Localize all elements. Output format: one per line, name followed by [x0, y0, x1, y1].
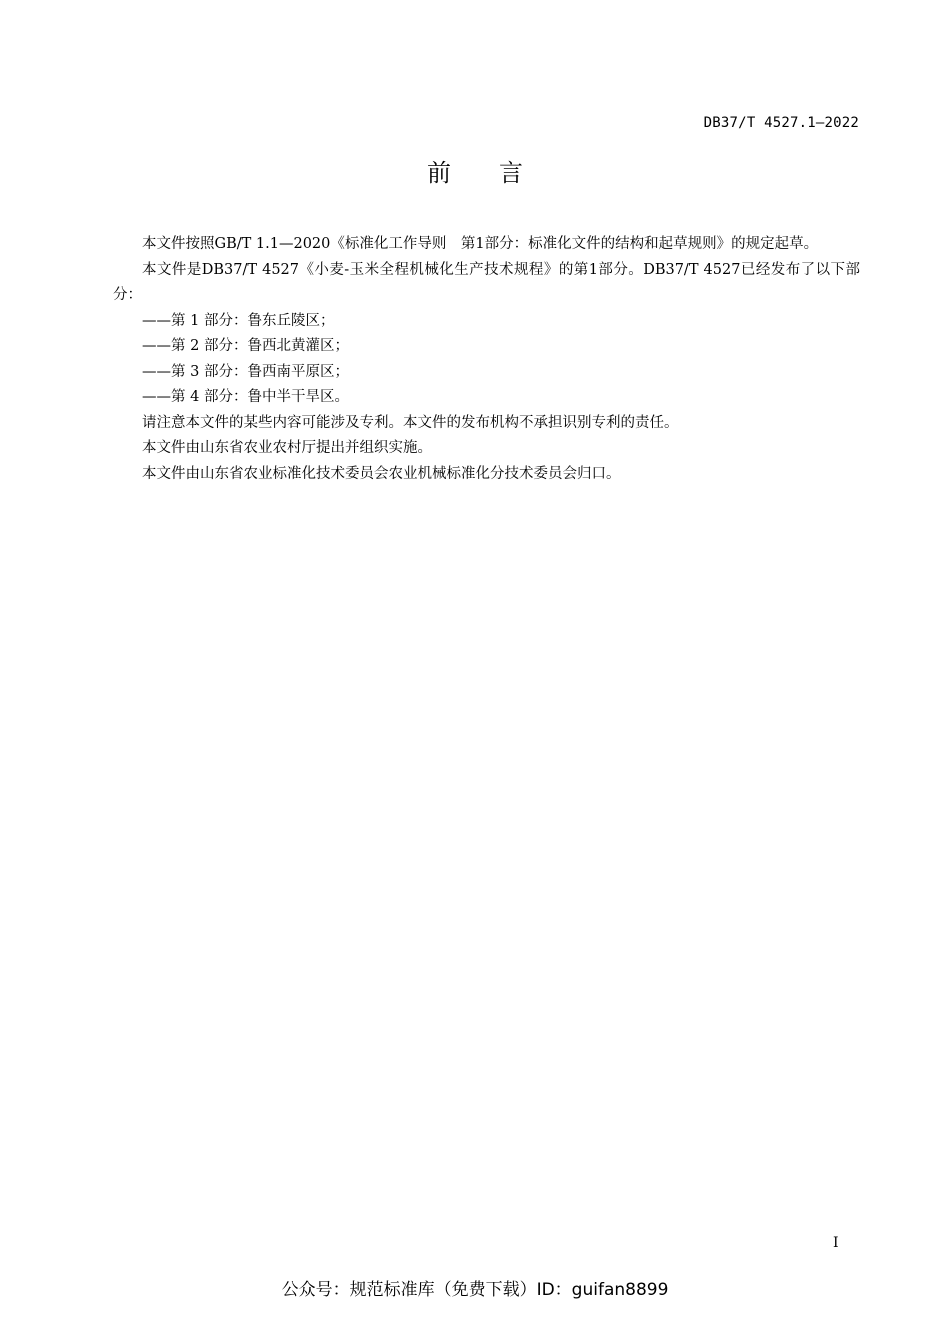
- watermark-text: 公众号：规范标准库（免费下载）ID：guifan8899: [281, 1280, 669, 1300]
- document-code: DB37/T 4527.1—2022: [703, 115, 859, 131]
- paragraph-series-parts: 本文件是DB37/T 4527《小麦-玉米全程机械化生产技术规程》的第1部分。DB37/T 4527已经发布了以下部分：: [113, 261, 860, 303]
- foreword-body: [113, 232, 860, 487]
- list-item: ——第 3 部分：鲁西南平原区；: [142, 363, 349, 380]
- paragraph-committee: 本文件由山东省农业标准化技术委员会农业机械标准化分技术委员会归口。: [142, 465, 621, 482]
- paragraph-drafting-rules: 本文件按照GB/T 1.1—2020《标准化工作导则 第1部分：标准化文件的结构和起草规则》的规定起草。: [142, 236, 819, 252]
- page-title: 前言: [427, 159, 571, 187]
- list-item: ——第 2 部分：鲁西北黄灌区；: [142, 338, 349, 354]
- paragraph-patent-notice: 请注意本文件的某些内容可能涉及专利。本文件的发布机构不承担识别专利的责任。: [142, 414, 679, 431]
- list-item: ——第 1 部分：鲁东丘陵区；: [142, 312, 335, 329]
- paragraph-proposer: 本文件由山东省农业农村厅提出并组织实施。: [142, 440, 432, 456]
- page-number: I: [833, 1235, 839, 1251]
- parts-list: [113, 309, 860, 411]
- list-item: ——第 4 部分：鲁中半干旱区。: [142, 389, 349, 405]
